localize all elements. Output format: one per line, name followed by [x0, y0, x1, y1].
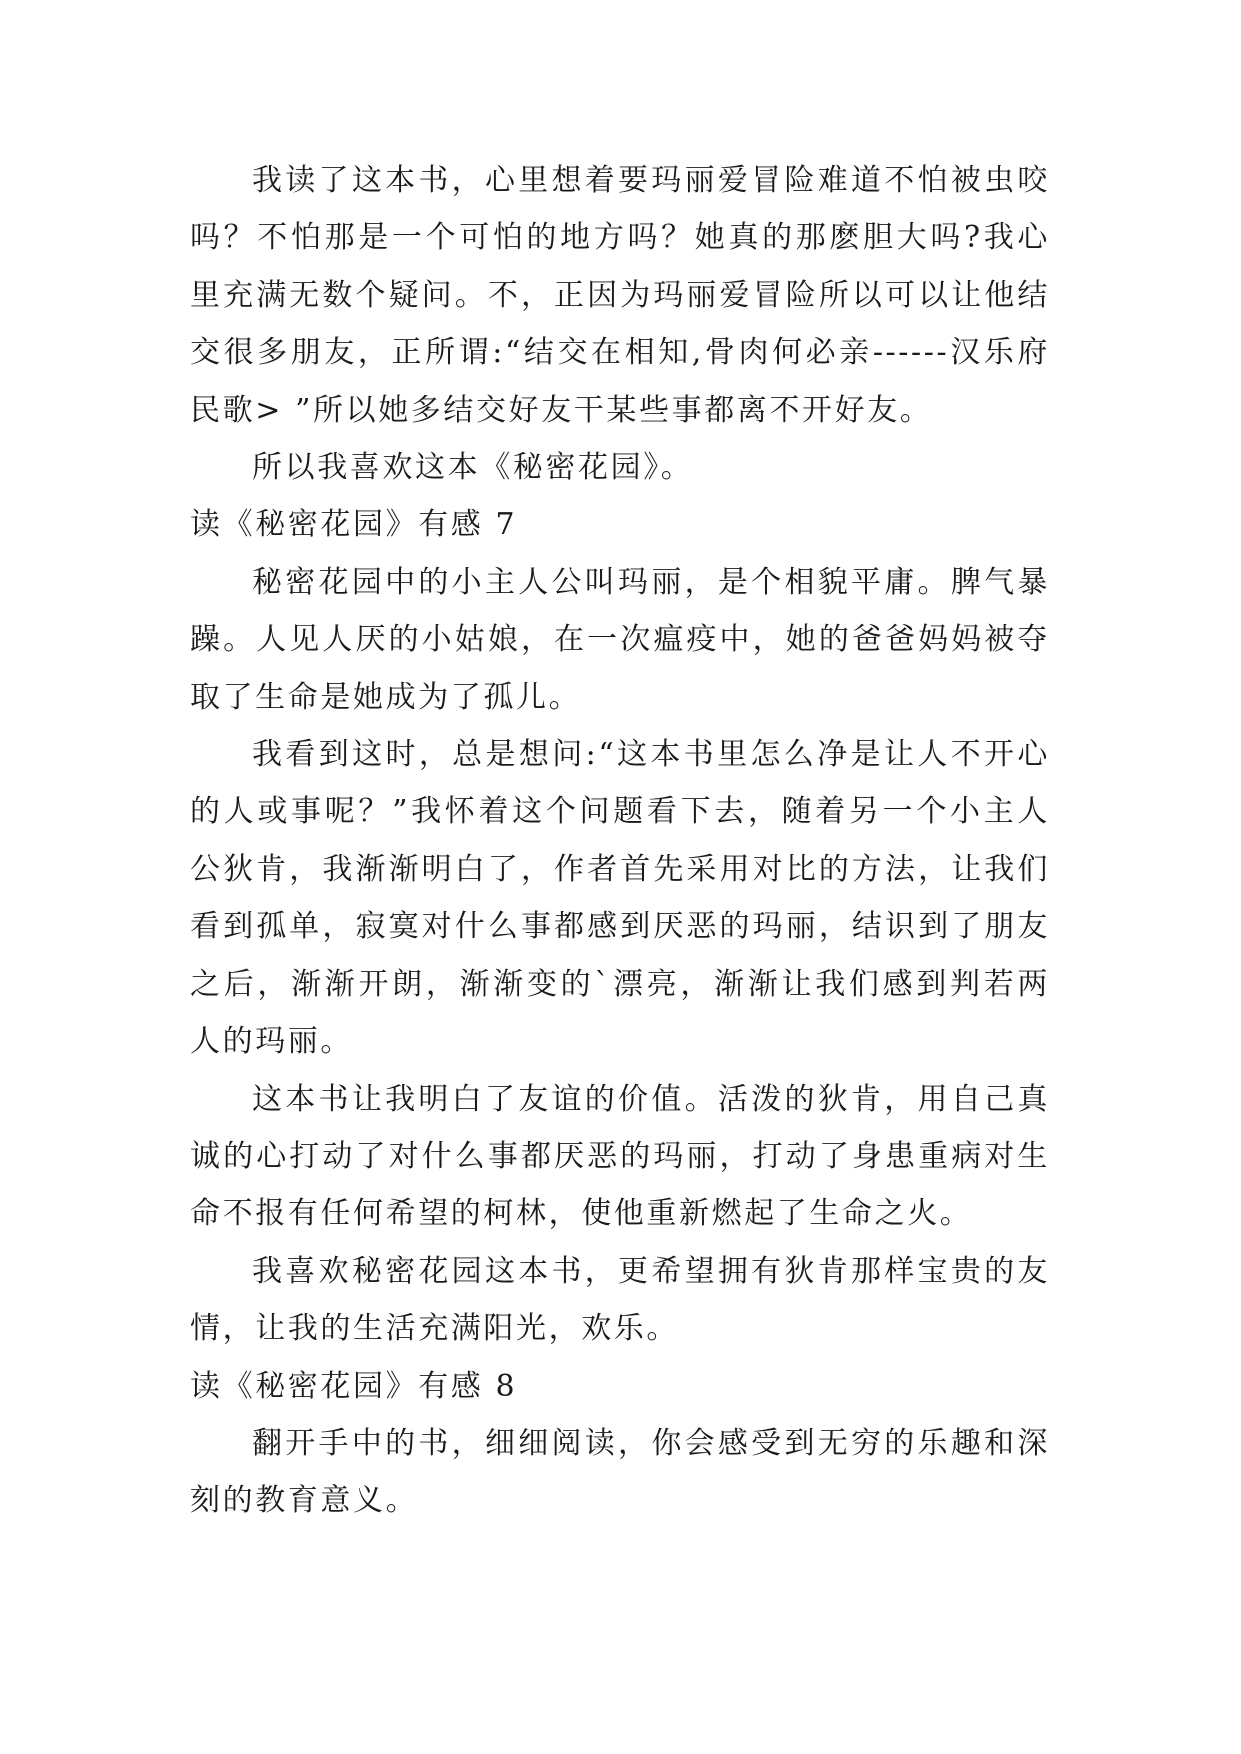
paragraph-open-book: 翻开手中的书，细细阅读，你会感受到无穷的乐趣和深刻的教育意义。	[190, 1425, 1050, 1519]
document-body	[190, 152, 1050, 1530]
section-heading-7: 读《秘密花园》有感 7	[190, 507, 518, 543]
paragraph-like-book: 所以我喜欢这本《秘密花园》。	[252, 450, 694, 486]
paragraph-hope-friendship: 我喜欢秘密花园这本书，更希望拥有狄肯那样宝贵的友情，让我的生活充满阳光，欢乐。	[190, 1253, 1050, 1347]
paragraph-contrast: 我看到这时，总是想问:“这本书里怎么净是让人不开心的人或事呢？”我怀着这个问题看下去，随着另一个小主人公狄肯，我渐渐明白了，作者首先采用对比的方法，让我们看到孤单，寂寞对什么事都感到厌恶的玛丽，结识到了朋友之后，渐渐开朗，渐渐变的`漂亮，渐渐让我们感到判若两人的玛丽。	[190, 737, 1050, 1060]
paragraph-mary-intro: 秘密花园中的小主人公叫玛丽，是个相貌平庸。脾气暴躁。人见人厌的小姑娘，在一次瘟疫中，她的爸爸妈妈被夺取了生命是她成为了孤儿。	[190, 564, 1050, 715]
paragraph-adventure-questions: 我读了这本书，心里想着要玛丽爱冒险难道不怕被虫咬吗？不怕那是一个可怕的地方吗？她真的那麽胆大吗?我心里充满无数个疑问。不，正因为玛丽爱冒险所以可以让他结交很多朋友，正所谓:“结交在相知,骨肉何必亲------汉乐府民歌> ”所以她多结交好友干某些事都离不开好友。	[190, 163, 1050, 428]
paragraph-friendship-value: 这本书让我明白了友谊的价值。活泼的狄肯，用自己真诚的心打动了对什么事都厌恶的玛丽，打动了身患重病对生命不报有任何希望的柯林，使他重新燃起了生命之火。	[190, 1081, 1050, 1232]
section-heading-8: 读《秘密花园》有感 8	[190, 1368, 518, 1404]
